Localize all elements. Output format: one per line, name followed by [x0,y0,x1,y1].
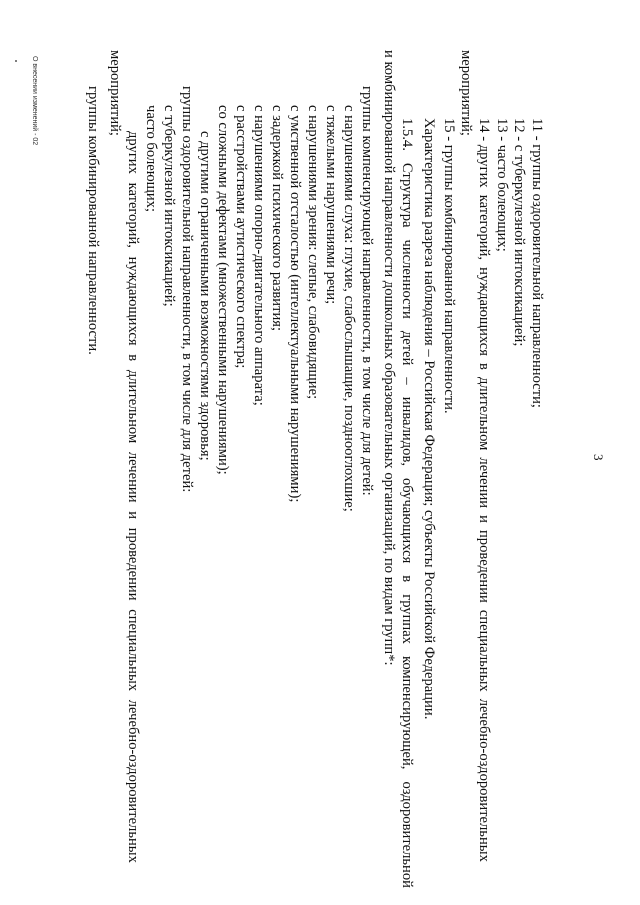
health-item: часто болеющих; [143,105,159,213]
section-154-line1 [399,118,414,888]
health-other-word: категорий, [125,182,141,248]
list-item-14-word: лечебно-оздоровительных [476,698,492,862]
section-154-word: Структура [399,162,415,228]
list-item-14-word: лечении [476,457,492,509]
list-item-14-word: проведении [476,529,492,603]
list-item-14-word: специальных [476,609,492,692]
health-other-word: специальных [125,609,141,692]
compensating-item: с нарушениями зрения: слепые, слабовидящие; [305,105,321,400]
health-other-word: проведении [125,527,141,601]
list-item-14-line1 [476,118,491,862]
health-other-word: в [125,354,141,362]
compensating-item: с умственной отсталостью (интеллектуальными нарушениями); [287,105,303,503]
section-154-word: 1.5.4. [399,118,415,151]
health-groups-header: группы оздоровительной направленности, в том числе для детей: [179,86,195,493]
combined-groups: группы комбинированной направленности. [85,86,101,355]
list-item-14-word: в [476,363,492,370]
health-other-word: лечении [125,451,141,503]
health-other-line1 [125,131,140,863]
section-154-word: в [399,575,415,583]
list-item-15: 15 - группы комбинированной направленности. [441,118,457,414]
health-item: с туберкулезной интоксикацией; [161,105,177,307]
list-item-14-word: 14 - других [476,118,492,188]
scan-speck [15,60,17,62]
list-item-14-word: и [476,515,492,523]
list-item-14-word: категорий, [476,194,492,261]
health-other-line2: мероприятий; [107,50,123,136]
health-other-word: длительном [125,369,141,444]
list-item-12: 12 - с туберкулезной интоксикацией; [511,118,527,347]
compensating-item: со сложными дефектами (множественными нарушениями); [215,105,231,475]
health-other-word: нуждающихся [125,256,141,346]
health-other-word: и [125,511,141,520]
health-other-word: лечебно-оздоровительных [125,699,141,863]
list-item-11: 11 - группы оздоровительной направленности; [529,118,545,408]
health-other-word: других [125,131,141,174]
compensating-groups-header: группы компенсирующей направленности, в том числе для детей: [359,86,375,496]
section-154-word: – [399,377,415,385]
section-154-word: численности [399,239,415,319]
section-154-word: группах [399,594,415,644]
section-154-line2: и комбинированной направленности дошкольных образовательных организаций, по видам групп*: [381,50,397,666]
list-item-14-word: длительном [476,377,492,451]
section-154-word: инвалидов, [399,396,415,466]
characteristic-paragraph: Характеристика разреза наблюдения – Российская Федерация; субъекты Российской Федерации. [421,118,437,720]
compensating-item: с нарушениями слуха: глухие, слабослышащие, позднооглохшие; [341,105,357,512]
compensating-item: с задержкой психического развития; [269,105,285,332]
section-154-word: компенсирующей, [399,655,415,770]
page-number: 3 [591,454,606,461]
footer-note: О внесении изменений - 02 [31,56,38,146]
list-item-14-word: нуждающихся [476,267,492,356]
compensating-item: с другими ограниченными возможностями здоровья; [197,131,213,461]
compensating-item: с расстройствами аутистического спектра; [233,105,249,369]
list-item-13: 13 - часто болеющих; [494,118,510,252]
compensating-item: с тяжелыми нарушениями речи; [323,105,339,305]
section-154-word: детей [399,330,415,366]
compensating-item: с нарушениями опорно-двигательного аппарата; [251,105,267,406]
section-154-word: обучающихся [399,478,415,564]
list-item-14-line2: мероприятий; [458,50,474,136]
section-154-word: оздоровительной [399,781,415,888]
